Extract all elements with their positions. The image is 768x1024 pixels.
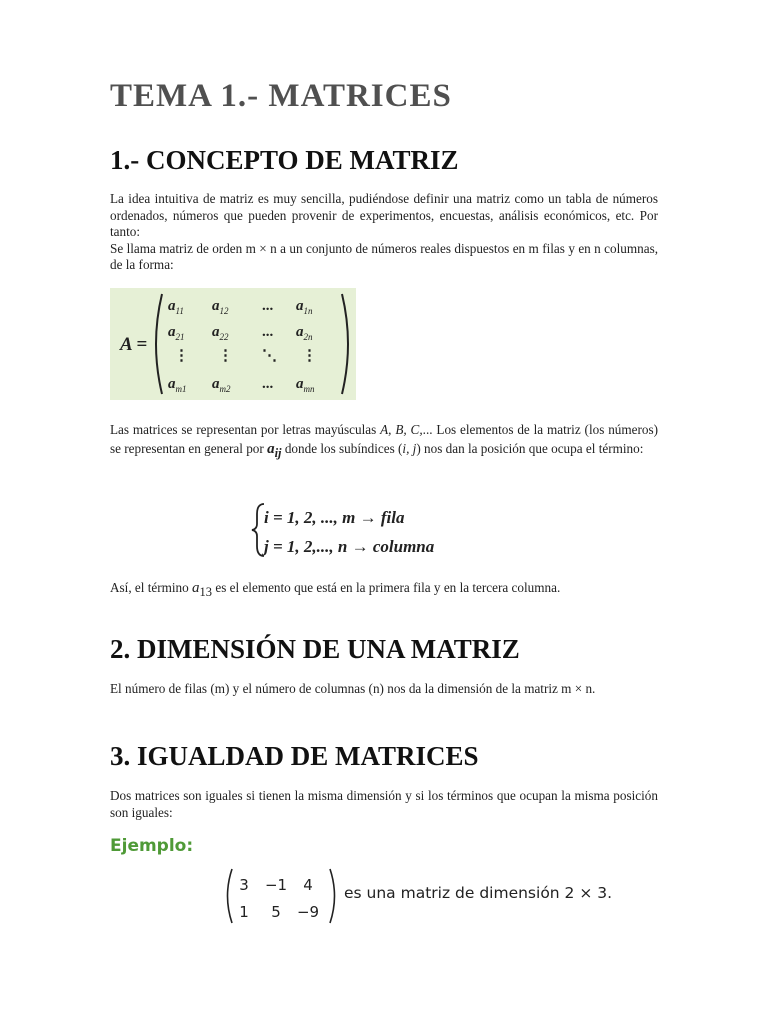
example-matrix-cell: 4 [303,876,313,894]
general-matrix-figure [110,288,356,400]
paragraph-dimension: El número de filas (m) y el número de columnas (n) nos da la dimensión de la matriz m × n. [110,681,596,696]
section-3-heading: 3. IGUALDAD DE MATRICES [110,741,479,771]
paragraph-equality: Dos matrices son iguales si tienen la misma dimensión y si los términos que ocupan la misma posición son iguales: [110,788,658,820]
matrix-cell: $a_{2n}$ [296,324,313,342]
matrix-cell: ⋮ [174,348,189,364]
a13-symbol [192,580,213,599]
general-matrix-svg [110,288,356,400]
paragraph-matrix-definition: Se llama matriz de orden m × n a un conjunto de números reales dispuestos en m filas y en n columnas, de la forma: [110,240,658,272]
section-1-example-term [110,580,658,601]
example-left-paren [228,869,233,923]
section-2-body [110,681,658,698]
page-title: TEMA 1.- MATRICES [110,78,452,114]
matrix-cell: ... [262,298,274,314]
section-2-heading: 2. DIMENSIÓN DE UNA MATRIZ [110,634,520,664]
index-line-i: i = 1, 2, ..., m → fila [264,508,405,527]
notation-letters: A, B, C, [380,422,423,437]
matrix-cell: $a_{mn}$ [296,376,315,394]
notation-text-4: ) nos dan la posición que ocupa el término: [416,441,644,456]
index-system-figure [250,500,470,565]
paragraph-a13 [110,580,658,601]
matrix-cell: $a_{m2}$ [212,376,231,394]
matrix-cell: $a_{12}$ [212,298,229,316]
notation-text-3: donde los subíndices ( [281,441,403,456]
aij-symbol [267,441,282,460]
matrix-cell: ⋮ [302,348,317,364]
a13-text-2: es el elemento que está en la primera fila y en la tercera columna. [212,580,561,595]
aij-base: a [267,441,275,457]
matrix-cell: ... [262,376,274,392]
example-label: Ejemplo: [110,836,194,856]
a13-base: a [192,580,200,596]
notation-text-1: Las matrices se representan por letras mayúsculas [110,422,381,437]
matrix-cell: ... [262,324,274,340]
section-3-body [110,788,658,821]
example-matrix-cell: −1 [264,876,288,894]
a13-sub: 13 [199,585,213,599]
right-paren [342,294,348,394]
matrix-cell: $a_{22}$ [212,324,229,342]
example-description: es una matriz de dimensión 2 × 3. [344,884,613,902]
matrix-cell: ⋱ [262,348,277,364]
index-line-j: j = 1, 2,..., n → columna [264,537,435,556]
notation-ij: i, j [402,441,417,456]
section-1-heading: 1.- CONCEPTO DE MATRIZ [110,145,459,175]
left-paren [156,294,162,394]
example-matrix-cell: 5 [271,903,281,921]
example-matrix-cells [239,876,319,921]
index-system-svg [250,500,470,560]
matrix-cells [168,298,317,394]
matrix-cell: ⋮ [218,348,233,364]
matrix-cell: $a_{1n}$ [296,298,313,316]
matrix-cell: $a_{21}$ [168,324,185,342]
notation-text-2: ... Los elementos de la matriz (los números) se representan en general por [110,422,658,456]
example-matrix-cell: −9 [296,903,320,921]
example-matrix-cell: 3 [239,876,249,894]
section-1-intro [110,191,658,274]
matrix-cell: $a_{11}$ [168,298,184,316]
example-matrix-svg [222,866,340,926]
matrix-lhs: A = [120,334,148,355]
section-1-notation [110,420,658,463]
left-brace [252,504,264,556]
matrix-cell: $a_{m1}$ [168,376,187,394]
a13-text-1: Así, el término [110,580,193,595]
example-matrix [222,866,340,931]
example-matrix-cell: 1 [239,903,249,921]
paragraph-matrix-intuition: La idea intuitiva de matriz es muy sencilla, pudiéndose definir una matriz como un tabla de números ordenados, números que pueden provenir de experimentos, encuestas, análisis económicos, etc. Por tanto: [110,191,658,239]
paragraph-notation [110,420,658,463]
aij-sub: ij [274,446,282,460]
example-right-paren [330,869,335,923]
